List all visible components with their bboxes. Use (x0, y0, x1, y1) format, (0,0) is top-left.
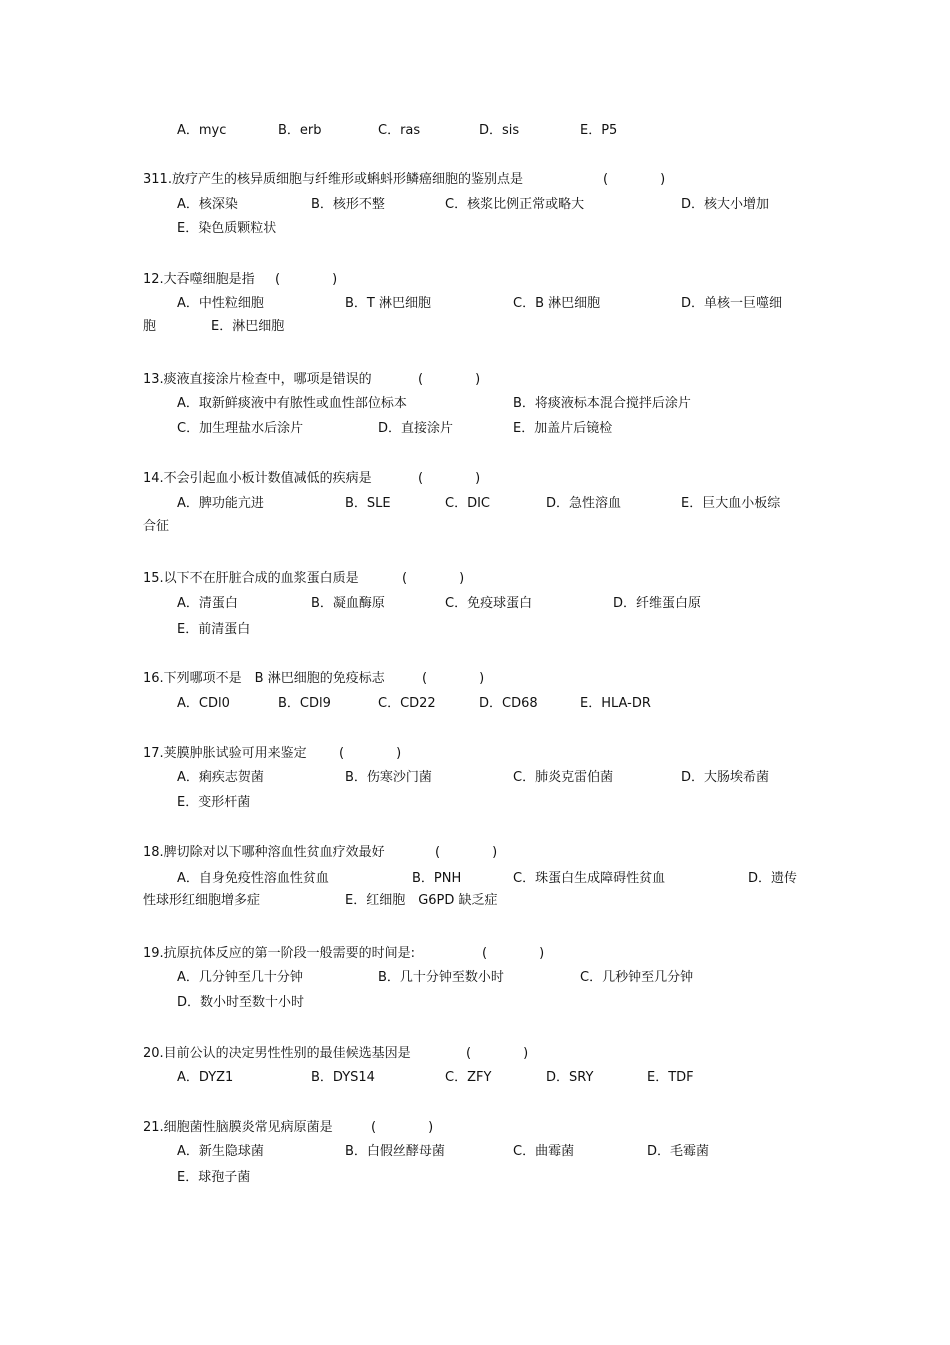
option-b: B．将痰液标本混合搅拌后涂片 (513, 396, 691, 411)
option-d-continued: 胞 (143, 319, 157, 334)
option-b: B．伤寒沙门菌 (345, 770, 432, 785)
option-d: D．数小时至数十小时 (177, 995, 305, 1010)
option-a: A．清蛋白 (177, 596, 238, 611)
option-e: E．前清蛋白 (177, 622, 251, 637)
option-e: E．染色质颗粒状 (177, 221, 277, 236)
answer-parentheses: ( ) (435, 845, 498, 860)
option-a: A．痢疾志贺菌 (177, 770, 264, 785)
option-a: A．自身免疫性溶血性贫血 (177, 871, 329, 886)
option-e: E．HLA-DR (580, 696, 651, 711)
option-e: E．淋巴细胞 (211, 319, 285, 334)
option-e: E．P5 (580, 123, 618, 138)
option-e: E．球孢子菌 (177, 1170, 251, 1185)
option-d: D．纤维蛋白原 (613, 596, 702, 611)
option-e: E．变形杆菌 (177, 795, 251, 810)
option-d: D．SRY (546, 1070, 594, 1085)
option-c: C．珠蛋白生成障碍性贫血 (513, 871, 666, 886)
option-b: B．白假丝酵母菌 (345, 1144, 445, 1159)
option-b: B．erb (278, 123, 322, 138)
option-a: A．几分钟至几十分钟 (177, 970, 303, 985)
option-a: A．DYZ1 (177, 1070, 234, 1085)
option-d: D．毛霉菌 (647, 1144, 710, 1159)
question-stem: 20.目前公认的决定男性性别的最佳候选基因是 (143, 1046, 411, 1061)
option-d: D．核大小增加 (681, 197, 770, 212)
option-b: B．SLE (345, 496, 391, 511)
option-e: E．红细胞 G6PD 缺乏症 (345, 893, 498, 908)
option-e: E．加盖片后镜检 (513, 421, 613, 436)
question-stem: 17.荚膜肿胀试验可用来鉴定 (143, 746, 307, 761)
option-c: C．ZFY (445, 1070, 492, 1085)
answer-parentheses: ( ) (339, 746, 402, 761)
option-d: D．遗传 (748, 871, 798, 886)
question-stem: 13.痰液直接涂片检查中，哪项是错误的 (143, 372, 372, 387)
option-c: C．曲霉菌 (513, 1144, 575, 1159)
option-d: D．直接涂片 (378, 421, 454, 436)
question-stem: 21.细胞菌性脑膜炎常见病原菌是 (143, 1120, 333, 1135)
answer-parentheses: ( ) (275, 272, 338, 287)
option-e: E．巨大血小板综 (681, 496, 781, 511)
question-stem: 311.放疗产生的核异质细胞与纤维形或蝌蚪形鳞癌细胞的鉴别点是 (143, 172, 523, 187)
answer-parentheses: ( ) (371, 1120, 434, 1135)
option-d: D．sis (479, 123, 520, 138)
question-stem: 14.不会引起血小板计数值减低的疾病是 (143, 471, 372, 486)
option-b: B．核形不整 (311, 197, 385, 212)
option-c: C．B 淋巴细胞 (513, 296, 601, 311)
option-d: D．急性溶血 (546, 496, 622, 511)
option-d-continued: 性球形红细胞增多症 (143, 893, 261, 908)
question-stem: 18.脾切除对以下哪种溶血性贫血疗效最好 (143, 845, 385, 860)
option-d: D．单核一巨噬细 (681, 296, 783, 311)
question-stem: 12.大吞噬细胞是指 (143, 272, 255, 287)
answer-parentheses: ( ) (466, 1046, 529, 1061)
question-stem: 16.下列哪项不是 B 淋巴细胞的免疫标志 (143, 671, 385, 686)
answer-parentheses: ( ) (482, 946, 545, 961)
option-a: A．新生隐球菌 (177, 1144, 264, 1159)
option-c: C．几秒钟至几分钟 (580, 970, 694, 985)
option-b: B．凝血酶原 (311, 596, 385, 611)
option-b: B．几十分钟至数小时 (378, 970, 504, 985)
option-b: B．PNH (412, 871, 462, 886)
question-stem: 15.以下不在肝脏合成的血浆蛋白质是 (143, 571, 359, 586)
option-a: A．myc (177, 123, 227, 138)
option-b: B．T 淋巴细胞 (345, 296, 431, 311)
option-c: C．CD22 (378, 696, 436, 711)
question-stem: 19.抗原抗体反应的第一阶段一般需要的时间是: (143, 946, 416, 961)
option-a: A．取新鲜痰液中有脓性或血性部位标本 (177, 396, 407, 411)
answer-parentheses: ( ) (418, 471, 481, 486)
answer-parentheses: ( ) (422, 671, 485, 686)
answer-parentheses: ( ) (603, 172, 666, 187)
option-d: D．大肠埃希菌 (681, 770, 770, 785)
option-c: C．加生理盐水后涂片 (177, 421, 304, 436)
option-c: C．肺炎克雷伯菌 (513, 770, 614, 785)
option-e: E．TDF (647, 1070, 694, 1085)
option-c: C．ras (378, 123, 421, 138)
option-c: C．DIC (445, 496, 490, 511)
option-c: C．免疫球蛋白 (445, 596, 533, 611)
option-e-continued: 合征 (143, 519, 170, 534)
answer-parentheses: ( ) (418, 372, 481, 387)
option-a: A．核深染 (177, 197, 238, 212)
option-a: A．脾功能亢进 (177, 496, 264, 511)
option-b: B．CDl9 (278, 696, 331, 711)
answer-parentheses: ( ) (402, 571, 465, 586)
option-b: B．DYS14 (311, 1070, 375, 1085)
option-c: C．核浆比例正常或略大 (445, 197, 585, 212)
option-a: A．CDl0 (177, 696, 230, 711)
option-a: A．中性粒细胞 (177, 296, 264, 311)
option-d: D．CD68 (479, 696, 538, 711)
